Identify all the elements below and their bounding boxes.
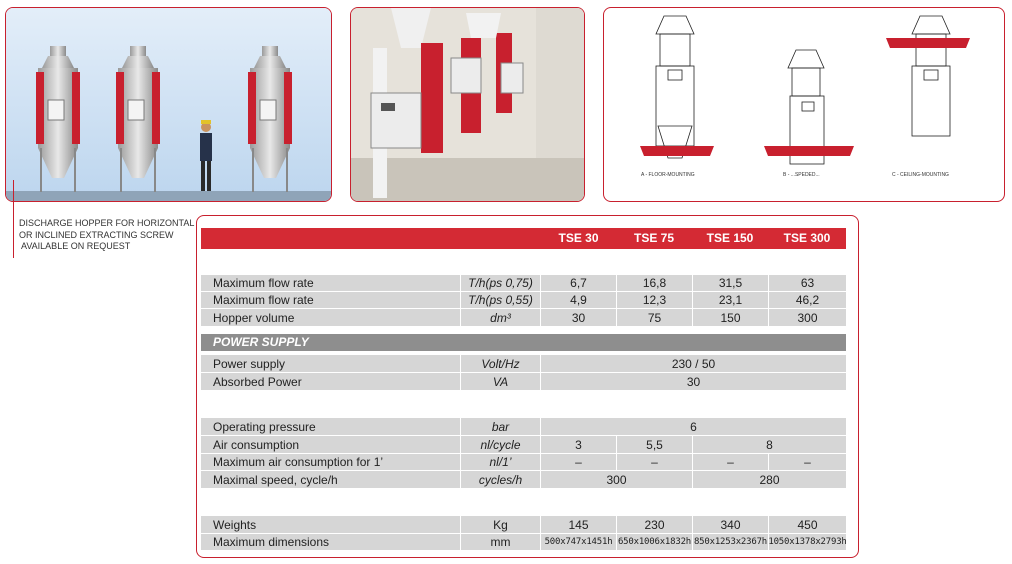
value-tse-300: – [769, 454, 846, 470]
value-tse-150: 31,5 [693, 275, 768, 291]
table-row [201, 292, 846, 308]
row-label: Power supply [201, 355, 460, 372]
value-tse-300: 46,2 [769, 292, 846, 308]
row-unit: Volt/Hz [461, 355, 540, 372]
value-tse-150: 23,1 [693, 292, 768, 308]
caption-floor-mounting: A - FLOOR-MOUNTING [641, 172, 695, 178]
row-unit: bar [461, 418, 540, 435]
value-tse-30: – [541, 454, 616, 470]
table-row [201, 516, 846, 533]
value-tse-30: 3 [541, 436, 616, 453]
value-tse-300: 450 [769, 516, 846, 533]
photo-machines-lineup [5, 7, 332, 202]
caption-ceiling-mounting: C - CEILING-MOUNTING [892, 172, 949, 178]
row-label: Maximal speed, cycle/h [201, 471, 460, 488]
table-row [201, 373, 846, 390]
installation-illustration [351, 8, 585, 202]
row-unit: cycles/h [461, 471, 540, 488]
callout-line-3: AVAILABLE ON REQUEST [19, 241, 131, 251]
row-label: Operating pressure [201, 418, 460, 435]
value-tse-75: 5,5 [617, 436, 692, 453]
value-tse-150: 340 [693, 516, 768, 533]
callout-line-2: OR INCLINED EXTRACTING SCREW [19, 229, 174, 240]
value-tse-30: 500x747x1451h [541, 534, 616, 550]
value-tse-300: 300 [769, 309, 846, 326]
row-label: Absorbed Power [201, 373, 460, 390]
machines-lineup-illustration [6, 8, 332, 202]
value-tse-30: 30 [541, 309, 616, 326]
table-row [201, 436, 846, 453]
table-row [201, 309, 846, 326]
table-row [201, 471, 846, 488]
row-label: Air consumption [201, 436, 460, 453]
value-tse-30: 4,9 [541, 292, 616, 308]
value-tse-30: 6,7 [541, 275, 616, 291]
row-unit: dm³ [461, 309, 540, 326]
value-tse-75: 650x1006x1832h [617, 534, 692, 550]
row-unit: nl/1’ [461, 454, 540, 470]
value-tse-300: 63 [769, 275, 846, 291]
row-unit: T/h(ps 0,75) [461, 275, 540, 291]
value-tse-150-300: 8 [693, 436, 846, 453]
photo-installation [350, 7, 585, 202]
row-unit: mm [461, 534, 540, 550]
value-all-models: 230 / 50 [541, 355, 846, 372]
header-tse-300: TSE 300 [783, 231, 831, 245]
value-tse-30: 145 [541, 516, 616, 533]
table-row [201, 454, 846, 470]
header-tse-30: TSE 30 [558, 231, 599, 245]
table-row [201, 275, 846, 291]
row-unit: VA [461, 373, 540, 390]
row-label: Maximum flow rate [201, 275, 460, 291]
value-tse-75: 75 [617, 309, 692, 326]
value-all-models: 6 [541, 418, 846, 435]
callout-line-1: DISCHARGE HOPPER FOR HORIZONTAL [19, 218, 195, 228]
power-supply-section-header: POWER SUPPLY [201, 334, 846, 351]
value-tse-75: 230 [617, 516, 692, 533]
value-tse-75: – [617, 454, 692, 470]
value-tse-300: 1050x1378x2793h [769, 534, 846, 550]
row-label: Maximum air consumption for 1’ [201, 454, 460, 470]
row-label: Maximum dimensions [201, 534, 460, 550]
value-tse-150-300: 280 [693, 471, 846, 488]
table-row [201, 355, 846, 372]
header-tse-75: TSE 75 [633, 231, 675, 245]
row-label: Hopper volume [201, 309, 460, 326]
row-label: Maximum flow rate [201, 292, 460, 308]
discharge-hopper-note [19, 218, 199, 253]
table-row [201, 418, 846, 435]
value-tse-75: 16,8 [617, 275, 692, 291]
table-row [201, 534, 846, 550]
value-all-models: 30 [541, 373, 846, 390]
value-tse-150: 150 [693, 309, 768, 326]
callout-line [13, 180, 14, 258]
value-tse-75: 12,3 [617, 292, 692, 308]
row-unit: T/h(ps 0,55) [461, 292, 540, 308]
row-unit: Kg [461, 516, 540, 533]
value-tse-150: – [693, 454, 768, 470]
caption-suspended: B - ...SPEDED... [783, 172, 820, 178]
row-unit: nl/cycle [461, 436, 540, 453]
value-tse-30-75: 300 [541, 471, 692, 488]
value-tse-150: 850x1253x2367h [693, 534, 768, 550]
row-label: Weights [201, 516, 460, 533]
header-tse-150: TSE 150 [706, 231, 754, 245]
